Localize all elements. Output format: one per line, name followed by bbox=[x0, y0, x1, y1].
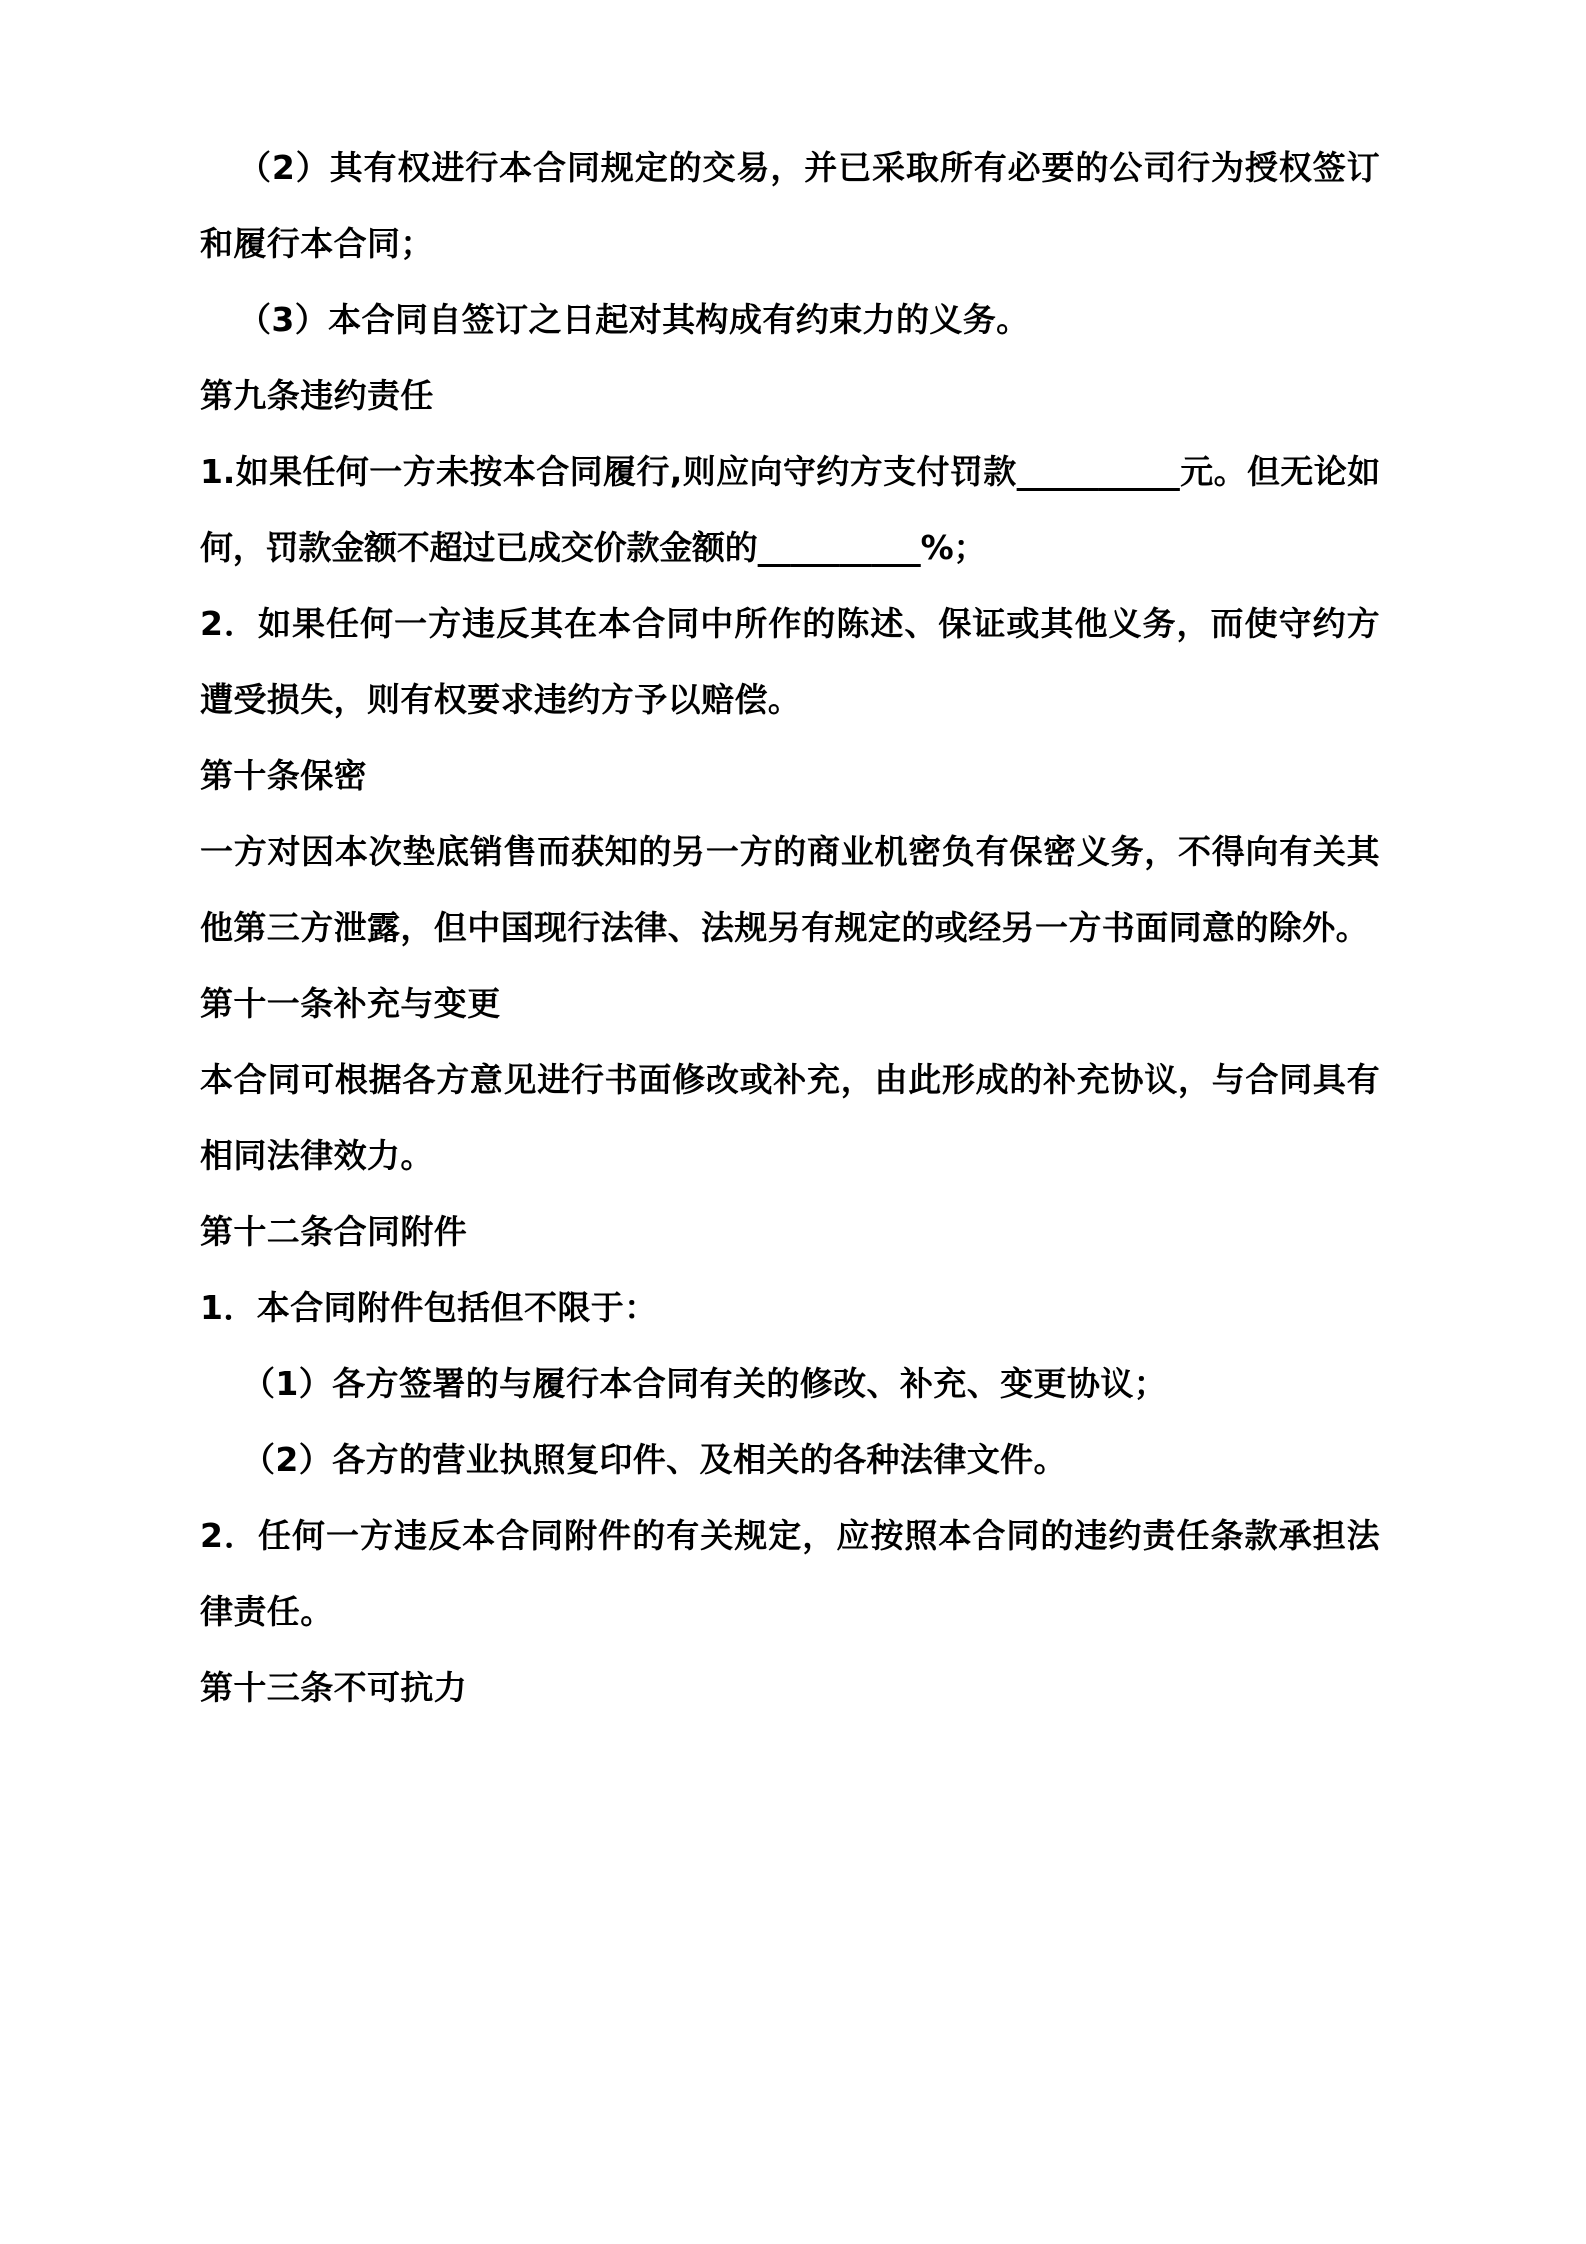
paragraph-clause9-item2: 2．如果任何一方违反其在本合同中所作的陈述、保证或其他义务，而使守约方遭受损失，则有权要求违约方予以赔偿。 bbox=[200, 604, 1380, 719]
heading-clause12: 第十二条合同附件 bbox=[200, 1212, 468, 1251]
heading-clause11: 第十一条补充与变更 bbox=[200, 984, 501, 1023]
heading-clause13: 第十三条不可抗力 bbox=[200, 1668, 468, 1707]
paragraph-clause8-item2: （2）其有权进行本合同规定的交易，并已采取所有必要的公司行为授权签订和履行本合同； bbox=[200, 148, 1380, 263]
heading-clause9: 第九条违约责任 bbox=[200, 376, 434, 415]
paragraph-clause12-item1: 1．本合同附件包括但不限于： bbox=[200, 1288, 658, 1327]
paragraph-clause9-item1: 1.如果任何一方未按本合同履行,则应向守约方支付罚款__________元。但无论如何，罚款金额不超过已成交价款金额的__________%； bbox=[200, 452, 1380, 567]
paragraph-clause12-item1-sub2: （2）各方的营业执照复印件、及相关的各种法律文件。 bbox=[242, 1440, 1067, 1479]
paragraph-clause10-body: 一方对因本次垫底销售而获知的另一方的商业机密负有保密义务，不得向有关其他第三方泄露，但中国现行法律、法规另有规定的或经另一方书面同意的除外。 bbox=[200, 832, 1380, 947]
paragraph-clause12-item2: 2．任何一方违反本合同附件的有关规定，应按照本合同的违约责任条款承担法律责任。 bbox=[200, 1516, 1380, 1631]
paragraph-clause8-item3: （3）本合同自签订之日起对其构成有约束力的义务。 bbox=[238, 300, 1030, 339]
paragraph-clause11-body: 本合同可根据各方意见进行书面修改或补充，由此形成的补充协议，与合同具有相同法律效力。 bbox=[200, 1060, 1380, 1175]
heading-clause10: 第十条保密 bbox=[200, 756, 367, 795]
document-body bbox=[200, 130, 1380, 1726]
paragraph-clause12-item1-sub1: （1）各方签署的与履行本合同有关的修改、补充、变更协议； bbox=[242, 1364, 1168, 1403]
